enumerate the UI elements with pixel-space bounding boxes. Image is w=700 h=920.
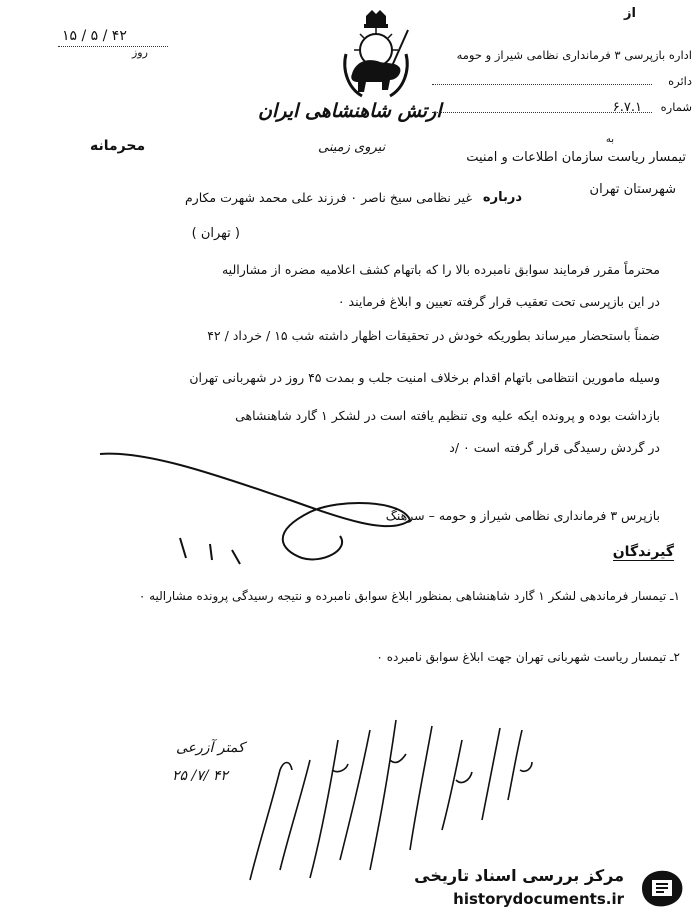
az-label: از	[624, 6, 636, 21]
body-line: در این بازپرسی تحت تعقیب قرار گرفته تعیین و ابلاغ فرمایند ۰	[337, 294, 660, 309]
recipient-title: تیمسار ریاست سازمان اطلاعات و امنیت	[466, 150, 686, 165]
org-branch: نیروی زمینی	[318, 140, 386, 155]
be-label: به	[605, 134, 614, 145]
classification-label: محرمانه	[90, 138, 146, 154]
date-value: ۱۵ / ۵ / ۴۲	[62, 28, 127, 44]
archive-url: historydocuments.ir	[453, 890, 624, 908]
body-line: در گردش رسیدگی قرار گرفته است ۰ /د	[449, 440, 660, 455]
date-underline	[58, 46, 168, 47]
recipient-item: ۱ـ تیمسار فرماندهی لشکر ۱ گارد شاهنشاهی بمنظور ابلاغ سوابق نامبرده و نتیجه رسیدگی پرونده مشارالیه ۰	[138, 589, 680, 603]
body-line-city: ( تهران )	[191, 226, 240, 241]
shomare-underline	[432, 112, 652, 113]
body-line: بازداشت بوده و پرونده ایکه علیه وی تنظیم یافته است در لشکر ۱ گارد شاهنشاهی	[235, 408, 660, 423]
archive-watermark	[402, 862, 692, 914]
body-line: وسیله مامورین انتظامی باتهام اقدام برخلاف امنیت جلب و بمدت ۴۵ روز در شهربانی تهران	[189, 370, 660, 385]
shomare-label: شماره	[660, 100, 692, 114]
subject-label: درباره	[482, 190, 522, 205]
body-line: محترماً مقرر فرمایند سوابق نامبرده بالا را که باتهام کشف اعلامیه مضره از مشارالیه	[221, 262, 660, 277]
edare-field: اداره بازپرسی ۳ فرمانداری نظامی شیراز و حومه	[456, 48, 692, 62]
dayere-underline	[432, 84, 652, 85]
signatory-line: بازپرس ۳ فرمانداری نظامی شیراز و حومه – سرهنگ	[385, 508, 660, 523]
subject-text: غیر نظامی سیخ ناصر ۰ فرزند علی محمد شهرت مکارم	[184, 190, 472, 205]
org-name: ارتش شاهنشاهی ایران	[258, 100, 442, 122]
archive-logo-icon	[638, 866, 686, 910]
date-label: روز	[132, 46, 148, 59]
lion-and-sun-emblem	[336, 10, 416, 102]
signature-scribble	[90, 440, 420, 570]
shomare-value: ۶.۷.۱	[612, 100, 642, 115]
body-line: ضمناً باستحضار میرساند بطوریکه خودش در تحقیقات اظهار داشته شب ۱۵ / خرداد / ۴۲	[207, 328, 660, 343]
archive-name: مرکز بررسی اسناد تاریخی	[414, 866, 624, 885]
recipient-item: ۲ـ تیمسار ریاست شهربانی تهران جهت ابلاغ سوابق نامبرده ۰	[376, 650, 680, 664]
marginal-note-text: کمتر آزرعی	[176, 740, 245, 756]
recipients-heading: گیرندگان	[612, 544, 674, 560]
marginal-note-number: ۲۵ /۷/ ۴۲	[172, 768, 228, 784]
dayere-field: دائره	[668, 74, 692, 88]
recipient-city: شهرستان تهران	[589, 182, 676, 197]
